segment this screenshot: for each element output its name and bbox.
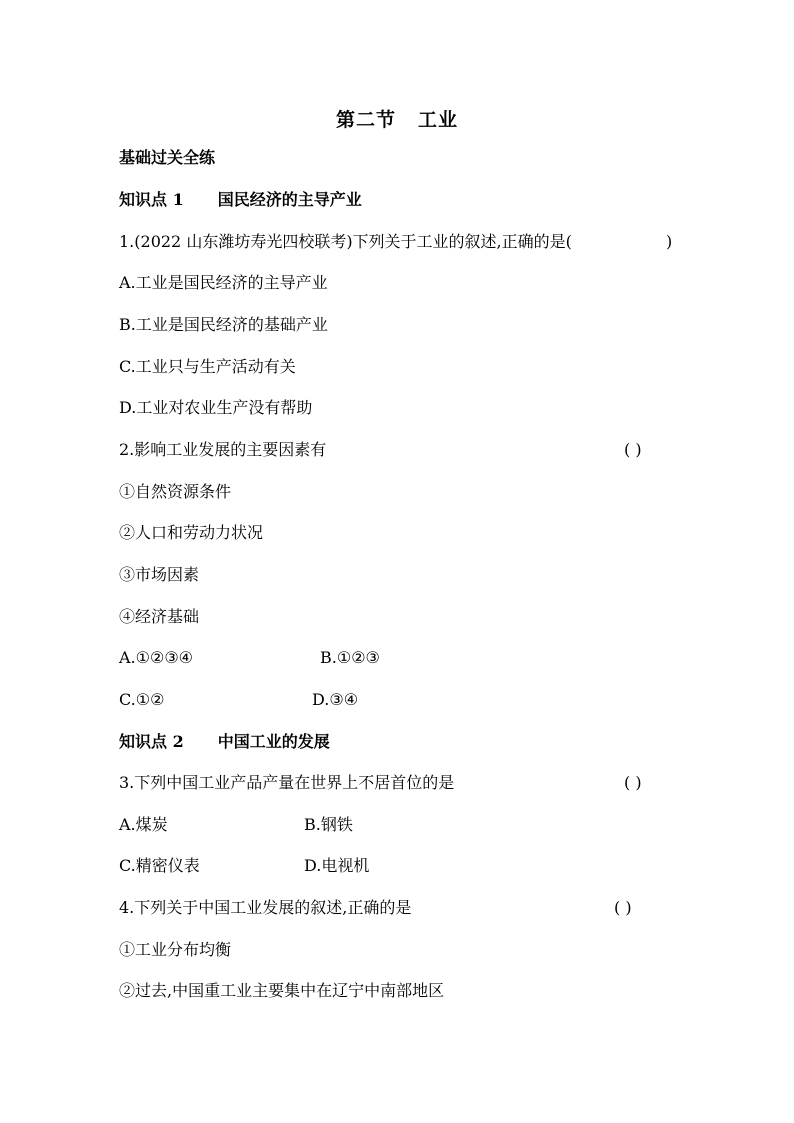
question-2-option-d: D.③④ <box>312 690 359 709</box>
question-1-option-b: B.工业是国民经济的基础产业 <box>119 315 328 334</box>
question-2-answer-blank: ( ) <box>624 440 642 459</box>
question-1-text: 1.(2022 山东潍坊寿光四校联考)下列关于工业的叙述,正确的是( <box>119 232 572 251</box>
section-title <box>0 105 794 132</box>
question-2-item-2: ②人口和劳动力状况 <box>119 523 264 542</box>
question-1-option-a: A.工业是国民经济的主导产业 <box>119 273 328 292</box>
question-4-item-2: ②过去,中国重工业主要集中在辽宁中南部地区 <box>119 981 445 1000</box>
question-2-option-c: C.①② <box>119 690 165 709</box>
question-1-stem <box>119 231 572 253</box>
question-1-option-c: C.工业只与生产活动有关 <box>119 357 296 376</box>
knowledge-point-1-heading <box>119 189 362 211</box>
knowledge-point-1-label: 知识点 1 <box>119 190 184 209</box>
question-1-answer-close: ) <box>666 232 673 251</box>
section-name: 工业 <box>418 109 459 131</box>
question-3-option-b: B.钢铁 <box>304 815 353 834</box>
knowledge-point-2-title: 中国工业的发展 <box>217 732 330 751</box>
question-2-item-3: ③市场因素 <box>119 565 200 584</box>
question-3-stem: 3.下列中国工业产品产量在世界上不居首位的是 <box>119 773 455 792</box>
question-2-stem: 2.影响工业发展的主要因素有 <box>119 440 327 459</box>
question-2-option-b: B.①②③ <box>320 648 380 667</box>
question-2-item-4: ④经济基础 <box>119 607 200 626</box>
question-2-option-a: A.①②③④ <box>119 648 194 667</box>
question-3-option-d: D.电视机 <box>304 856 370 875</box>
exercise-heading: 基础过关全练 <box>119 148 216 167</box>
section-number: 第二节 <box>335 109 396 131</box>
question-3-option-a: A.煤炭 <box>119 815 168 834</box>
question-4-answer-blank: ( ) <box>614 898 632 917</box>
question-3-answer-blank: ( ) <box>624 773 642 792</box>
question-4-stem: 4.下列关于中国工业发展的叙述,正确的是 <box>119 898 412 917</box>
question-1-option-d: D.工业对农业生产没有帮助 <box>119 398 313 417</box>
knowledge-point-2-heading <box>119 731 330 753</box>
knowledge-point-1-title: 国民经济的主导产业 <box>217 190 362 209</box>
knowledge-point-2-label: 知识点 2 <box>119 732 184 751</box>
question-2-item-1: ①自然资源条件 <box>119 482 232 501</box>
question-3-option-c: C.精密仪表 <box>119 856 200 875</box>
question-4-item-1: ①工业分布均衡 <box>119 940 232 959</box>
